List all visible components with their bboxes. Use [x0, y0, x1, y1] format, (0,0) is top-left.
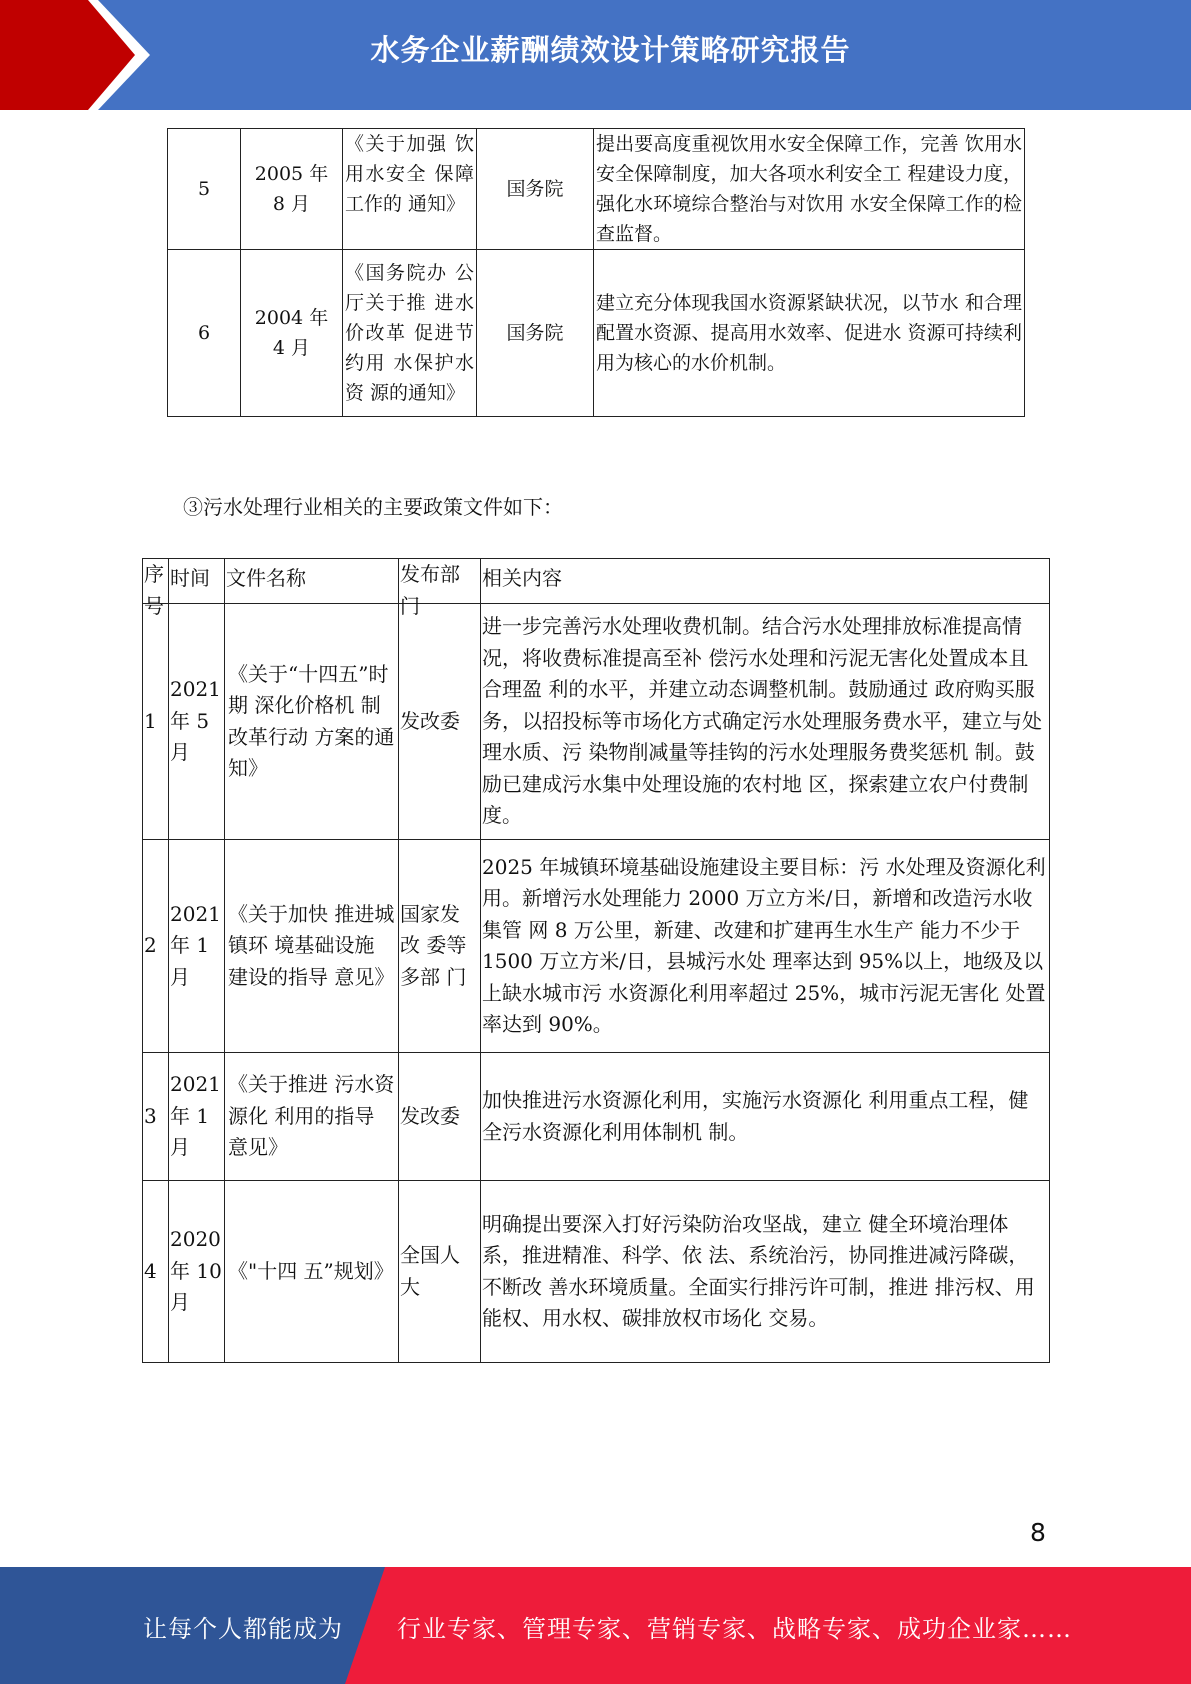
policy-table-water-supply [167, 128, 1025, 417]
table-row [143, 1181, 1050, 1363]
page-number: 8 [1030, 1518, 1046, 1547]
table-row [143, 604, 1050, 840]
report-title: 水务企业薪酬绩效设计策略研究报告 [370, 33, 851, 67]
row-issuer: 发改委 [399, 1053, 481, 1181]
row-time: 2021 年 1 月 [169, 1053, 225, 1181]
row-document-name: 《关于推进 污水资源化 利用的指导 意见》 [225, 1053, 399, 1181]
row-issuer: 国务院 [477, 129, 594, 250]
table-row [168, 250, 1025, 417]
row-document-name: 《"十四 五”规划》 [225, 1181, 399, 1363]
row-content: 2025 年城镇环境基础设施建设主要目标：污 水处理及资源化利用。新增污水处理能力 2000 万立方米/日，新增和改造污水收集管 网 8 万公里，新建、改建和扩建再生水生产 能力不少于 1500 万立方米/日，县城污水处 理率达到 95%以上，地级及以上缺水城市污 水资源化利用率超过 25%，城市污泥无害化 处置率达到 90%。 [481, 840, 1050, 1053]
row-number: 5 [168, 129, 241, 250]
row-content: 建立充分体现我国水资源紧缺状况，以节水 和合理配置水资源、提高用水效率、促进水 资源可持续利用为核心的水价机制。 [594, 250, 1025, 417]
row-document-name: 《关于“十四五”时期 深化价格机 制改革行动 方案的通 知》 [225, 604, 399, 840]
row-content: 进一步完善污水处理收费机制。结合污水处理排放标准提高情况，将收费标准提高至补 偿污水处理和污泥无害化处置成本且合理盈 利的水平，并建立动态调整机制。鼓励通过 政府购买服务，以招投标等市场化方式确定污水处理服务费水平，建立与处理水质、污 染物削减量等挂钩的污水处理服务费奖惩机 制。鼓励已建成污水集中处理设施的农村地 区，探索建立农户付费制度。 [481, 604, 1050, 840]
row-document-name: 《关于加快 推进城镇环 境基础设施 建设的指导 意见》 [225, 840, 399, 1053]
table-row [143, 840, 1050, 1053]
row-number: 4 [143, 1181, 169, 1363]
row-document-name: 《关于加强 饮用水安全 保障工作的 通知》 [343, 129, 477, 250]
header-content: 相关内容 [481, 559, 1050, 604]
row-issuer: 国家发改 委等多部 门 [399, 840, 481, 1053]
row-time: 2021 年 1 月 [169, 840, 225, 1053]
row-document-name: 《国务院办 公厅关于推 进水价改革 促进节约用 水保护水资 源的通知》 [343, 250, 477, 417]
policy-table-sewage [142, 558, 1050, 1363]
row-issuer: 国务院 [477, 250, 594, 417]
row-number: 2 [143, 840, 169, 1053]
row-content: 加快推进污水资源化利用，实施污水资源化 利用重点工程，健全污水资源化利用体制机 制。 [481, 1053, 1050, 1181]
footer-slogan-left: 让每个人都能成为 [143, 1615, 343, 1643]
table-row [168, 129, 1025, 250]
page-header [0, 0, 1191, 110]
table-row [143, 1053, 1050, 1181]
row-time: 2021 年 5 月 [169, 604, 225, 840]
footer-slogan-right: 行业专家、管理专家、营销专家、战略专家、成功企业家…… [397, 1615, 1072, 1643]
header-name: 文件名称 [225, 559, 399, 604]
header-issuer: 发布部门 [399, 559, 481, 604]
row-content: 提出要高度重视饮用水安全保障工作，完善 饮用水安全保障制度，加大各项水利安全工 程建设力度，强化水环境综合整治与对饮用 水安全保障工作的检查监督。 [594, 129, 1025, 250]
row-date: 2004 年 4 月 [241, 250, 343, 417]
page-footer [0, 1567, 1191, 1684]
table-header-row [143, 559, 1050, 604]
row-content: 明确提出要深入打好污染防治攻坚战，建立 健全环境治理体系，推进精准、科学、依 法、系统治污，协同推进减污降碳，不断改 善水环境质量。全面实行排污许可制，推进 排污权、用能权、用水权、碳排放权市场化 交易。 [481, 1181, 1050, 1363]
row-number: 6 [168, 250, 241, 417]
header-no: 序号 [143, 559, 169, 604]
row-issuer: 全国人大 [399, 1181, 481, 1363]
row-time: 2020 年 10 月 [169, 1181, 225, 1363]
row-date: 2005 年 8 月 [241, 129, 343, 250]
row-number: 3 [143, 1053, 169, 1181]
row-issuer: 发改委 [399, 604, 481, 840]
row-number: 1 [143, 604, 169, 840]
header-time: 时间 [169, 559, 225, 604]
section-intro: ③污水处理行业相关的主要政策文件如下： [183, 495, 563, 519]
